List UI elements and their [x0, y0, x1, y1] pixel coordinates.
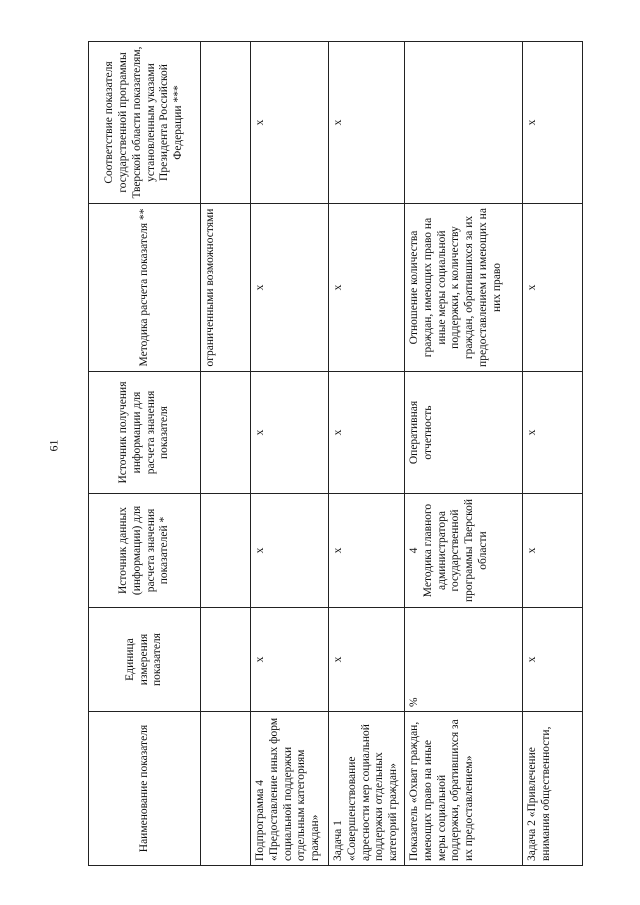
header-unit: Единица измерения показателя [89, 608, 201, 712]
cell [201, 494, 251, 608]
cell-x: x [329, 494, 405, 608]
cell-x: x [329, 372, 405, 494]
cell-x: x [251, 494, 329, 608]
table-row [523, 42, 583, 866]
cell-x: x [329, 42, 405, 204]
header-data-source: Источник данных (информации) для расчета значения показателей * [89, 494, 201, 608]
cell-x: x [523, 204, 583, 372]
cell-x: x [251, 608, 329, 712]
rotated-page-content [88, 42, 582, 866]
cell-x: x [329, 204, 405, 372]
subprogram-name: Подпрограмма 4 «Предоставление иных форм социальной поддержки отдельным категориям граждан» [251, 712, 329, 866]
header-calc-method: Методика расчета показателя ** [89, 204, 201, 372]
cell-x: x [251, 204, 329, 372]
task-name: Задача 1 «Совершенствование адресности мер социальной поддержки отдельных категорий граждан» [329, 712, 405, 866]
cell-x: x [523, 42, 583, 204]
cell-x: x [329, 608, 405, 712]
table-row [405, 42, 523, 866]
cell-x: x [251, 42, 329, 204]
cell-x: x [523, 494, 583, 608]
table-row [201, 42, 251, 866]
indicator-unit: % [405, 608, 523, 712]
indicator-name: Показатель «Охват граждан, имеющих право на иные меры социальной поддержки, обратившихся за их предоставлением» [405, 712, 523, 866]
cell [201, 608, 251, 712]
indicator-data-source: 4 Методика главного администратора государственной программы Тверской области [405, 494, 523, 608]
page-number: 61 [46, 439, 61, 452]
table-header-row [89, 42, 201, 866]
cell-x: x [523, 608, 583, 712]
cell [405, 42, 523, 204]
header-decree-correspondence: Соответствие показателя государственной программы Тверской области показателям, установленным указами Президента Российской Федерации *** [89, 42, 201, 204]
cell: ограниченными возможностями [201, 204, 251, 372]
indicator-calc-method: Отношение количества граждан, имеющих право на иные меры социальной поддержки, к количеству граждан, обратившихся за их предоставлением и имеющих на них право [405, 204, 523, 372]
header-info-source: Источник получения информации для расчета значения показателя [89, 372, 201, 494]
cell [201, 372, 251, 494]
header-indicator-name: Наименование показателя [89, 712, 201, 866]
cell [201, 712, 251, 866]
indicators-table [88, 41, 583, 866]
cell-x: x [523, 372, 583, 494]
cell-x: x [251, 372, 329, 494]
table-row [251, 42, 329, 866]
indicator-info-source: Оперативная отчетность [405, 372, 523, 494]
table-row [329, 42, 405, 866]
task-name: Задача 2 «Привлечение внимания общественности, [523, 712, 583, 866]
cell [201, 42, 251, 204]
